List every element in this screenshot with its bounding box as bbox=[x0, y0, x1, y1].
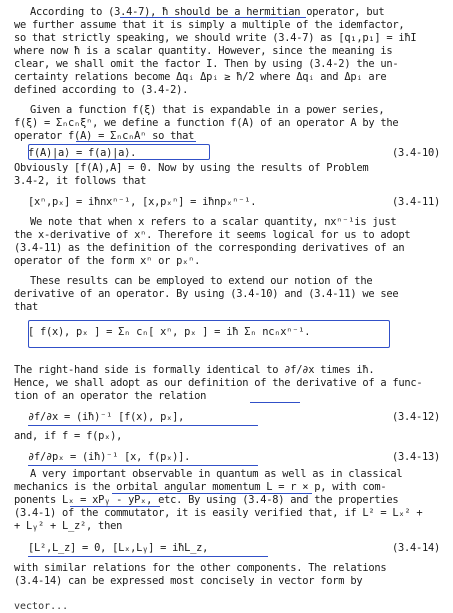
text-line: the x-derivative of xⁿ. Therefore it seems logical for us to adopt bbox=[14, 229, 411, 241]
equation-number: (3.4-10) bbox=[391, 147, 440, 159]
text-line: + Lᵧ² + L_z², then bbox=[14, 520, 123, 532]
text-line: with similar relations for the other components. The relations bbox=[14, 562, 387, 574]
text-line: (3.4-1) of the commutator, it is easily verified that, if L² = Lₓ² + bbox=[14, 507, 423, 519]
text-line: where now ħ is a scalar quantity. However, since the meaning is bbox=[14, 45, 393, 57]
equation-number: (3.4-14) bbox=[391, 542, 440, 554]
cut-off-text: vector... bbox=[14, 601, 69, 612]
underline-eq-3-4-14 bbox=[28, 556, 268, 557]
equation-number: (3.4-12) bbox=[391, 411, 440, 423]
text-line: certainty relations become Δqᵢ Δpᵢ ≥ ħ/2 where Δqᵢ and Δpᵢ are bbox=[14, 71, 387, 83]
equation bbox=[28, 451, 440, 464]
text-line: According to (3.4-7), ħ should be a hermitian operator, but bbox=[30, 6, 385, 18]
text-line: so that strictly speaking, we should write (3.4-7) as [q₁,p₁] = iħI bbox=[14, 32, 417, 44]
text-line: Given a function f(ξ) that is expandable in a power series, bbox=[30, 104, 385, 116]
text-line: 3.4-2, it follows that bbox=[14, 175, 147, 187]
text-line: operator f(A) = ΣₙcₙAⁿ so that bbox=[14, 130, 195, 142]
text-line: f(ξ) = Σₙcₙξⁿ, we define a function f(A) of an operator A by the bbox=[14, 117, 399, 129]
text-line: Obviously [f(A),A] = 0. Now by using the results of Problem bbox=[14, 162, 369, 174]
equation-number: (3.4-11) bbox=[391, 196, 440, 208]
equation bbox=[28, 411, 440, 424]
underline-eq-3-4-12 bbox=[28, 425, 258, 426]
equation-body: [L²,L_z] = 0, [Lₓ,Lᵧ] = iħL_z, bbox=[28, 542, 209, 554]
text-line: (3.4-14) can be expressed most concisely in vector form by bbox=[14, 575, 363, 587]
text-line: Hence, we shall adopt as our definition of the derivative of a func- bbox=[14, 377, 423, 389]
equation-body: [xⁿ,pₓ] = iħnxⁿ⁻¹, [x,pₓⁿ] = iħnpₓⁿ⁻¹. bbox=[28, 196, 257, 208]
text-line: (3.4-11) as the definition of the corresponding derivatives of an bbox=[14, 242, 405, 254]
equation bbox=[28, 196, 440, 209]
underline-relation bbox=[250, 402, 300, 403]
text-line: we further assume that it is simply a multiple of the idemfactor, bbox=[14, 19, 405, 31]
text-line: and, if f = f(pₓ), bbox=[14, 430, 123, 442]
text-line: that bbox=[14, 301, 39, 313]
text-line: The right-hand side is formally identical to ∂f/∂x times iħ. bbox=[14, 364, 375, 376]
text-line: operator of the form xⁿ or pₓⁿ. bbox=[14, 255, 201, 267]
underline-eq-3-4-13 bbox=[28, 465, 258, 466]
text-line: A very important observable in quantum as well as in classical bbox=[30, 468, 403, 480]
equation-body: ∂f/∂x = (iħ)⁻¹ [f(x), pₓ], bbox=[28, 411, 185, 423]
underline-components bbox=[70, 506, 160, 507]
text-line: clear, we shall omit the factor I. Then by using (3.4-2) the un- bbox=[14, 58, 399, 70]
box-equation-3-4-10 bbox=[28, 144, 210, 160]
text-line: We note that when x refers to a scalar quantity, nxⁿ⁻¹is just bbox=[30, 216, 397, 228]
equation-body: ∂f/∂pₓ = (iħ)⁻¹ [x, f(pₓ)]. bbox=[28, 451, 191, 463]
text-line: mechanics is the orbital angular momentum L = r × p, with com- bbox=[14, 481, 387, 493]
underline-hermitian bbox=[120, 17, 306, 18]
equation bbox=[28, 542, 440, 555]
text-line: derivative of an operator. By using (3.4-10) and (3.4-11) we see bbox=[14, 288, 399, 300]
box-equation-commutator bbox=[28, 320, 390, 348]
equation-body: [ f(x), pₓ ] = Σₙ cₙ[ xⁿ, pₓ ] = iħ Σₙ ncₙxⁿ⁻¹. bbox=[28, 326, 311, 338]
text-line: defined according to (3.4-2). bbox=[14, 84, 189, 96]
underline-orbital-momentum bbox=[112, 493, 312, 494]
equation-body: f(A)|a⟩ = f(a)|a⟩. bbox=[28, 147, 137, 159]
underline-operator-fA bbox=[76, 141, 196, 142]
equation-number: (3.4-13) bbox=[391, 451, 440, 463]
text-line: tion of an operator the relation bbox=[14, 390, 207, 402]
text-line: These results can be employed to extend our notion of the bbox=[30, 275, 373, 287]
text-line: ponents Lₓ = xPᵧ - yPₓ, etc. By using (3.4-8) and the properties bbox=[14, 494, 399, 506]
